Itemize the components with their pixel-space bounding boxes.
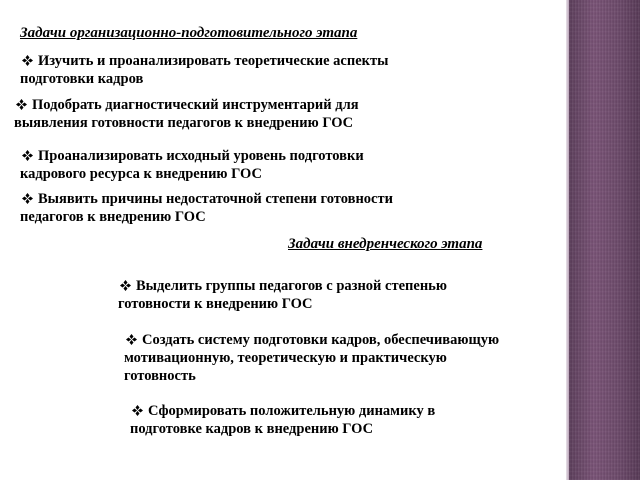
list-item-text: Создать систему подготовки кадров, обеспечивающую: [142, 332, 500, 348]
stage1-heading: Задачи организационно-подготовительного этапа: [20, 25, 358, 41]
decorative-sidebar: [569, 0, 640, 480]
list-item-text: мотивационную, теоретическую и практическую: [124, 350, 447, 366]
list-item-text: Изучить и проанализировать теоретические аспекты: [38, 53, 389, 69]
list-item-text: кадрового ресурса к внедрению ГОС: [20, 166, 262, 182]
diamond-bullet-icon: [120, 280, 131, 291]
list-item-text: Проанализировать исходный уровень подготовки: [38, 148, 364, 164]
list-item-text: Выявить причины недостаточной степени готовности: [38, 191, 393, 207]
stage2-heading: Задачи внедренческого этапа: [288, 236, 483, 252]
list-item-text: подготовке кадров к внедрению ГОС: [130, 421, 374, 437]
list-item: [20, 190, 450, 226]
list-item-text: подготовки кадров: [20, 71, 144, 87]
list-item-text: Подобрать диагностический инструментарий для: [32, 97, 359, 113]
diamond-bullet-icon: [126, 334, 137, 345]
list-item-text: выявления готовности педагогов к внедрению ГОС: [14, 115, 354, 131]
list-item-text: Сформировать положительную динамику в: [148, 403, 436, 419]
list-item-text: готовность: [124, 368, 196, 384]
list-item-text: педагогов к внедрению ГОС: [20, 209, 206, 225]
list-item: [14, 96, 454, 132]
diamond-bullet-icon: [22, 193, 33, 204]
diamond-bullet-icon: [22, 150, 33, 161]
list-item-text: готовности к внедрению ГОС: [118, 296, 313, 312]
list-item-text: Выделить группы педагогов с разной степенью: [136, 278, 447, 294]
list-item: [20, 52, 440, 88]
list-item: [118, 277, 538, 313]
list-item: [20, 147, 440, 183]
list-item: [124, 331, 564, 385]
list-item: [130, 402, 550, 438]
diamond-bullet-icon: [22, 55, 33, 66]
diamond-bullet-icon: [132, 405, 143, 416]
diamond-bullet-icon: [16, 99, 27, 110]
